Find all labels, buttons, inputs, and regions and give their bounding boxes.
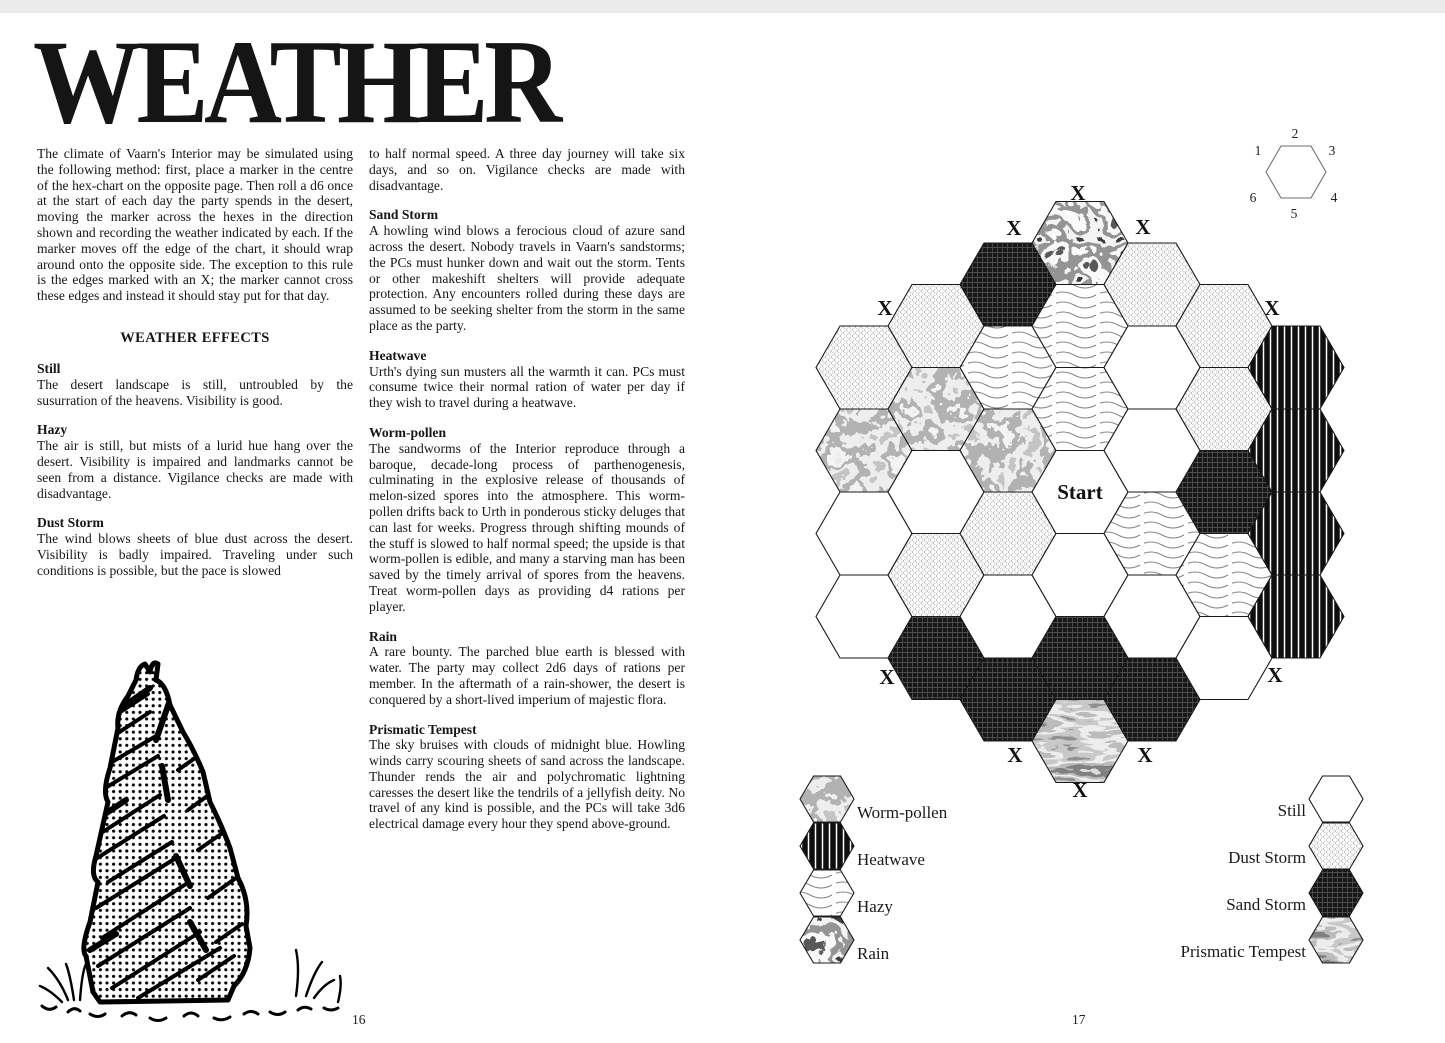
edge-x-mark: X (877, 296, 893, 320)
legend-label-rain: Rain (857, 944, 890, 963)
page-title: WEATHER (33, 15, 558, 148)
edge-x-mark: X (879, 665, 895, 689)
direction-number-2: 2 (1291, 126, 1299, 141)
edge-x-mark: X (1264, 296, 1280, 320)
legend-label-prismatic: Prismatic Tempest (1180, 942, 1306, 961)
section-body: The desert landscape is still, untroubled by the susurration of the heavens. Visibility is good. (37, 376, 353, 408)
legend-label-heat: Heatwave (857, 850, 925, 869)
section-body: The air is still, but mists of a lurid hue hang over the desert. Visibility is impaired and landmarks cannot be seen from a distance. Vigilance checks are made with disadvantage. (37, 438, 353, 501)
edge-x-mark: X (1006, 216, 1022, 240)
legend-label-dust: Dust Storm (1228, 848, 1306, 867)
section-heading: Rain (369, 628, 397, 644)
direction-number-5: 5 (1290, 206, 1298, 221)
direction-number-1: 1 (1254, 143, 1262, 158)
section-heading: Sand Storm (369, 207, 439, 223)
legend-swatch-dust (1309, 823, 1363, 869)
section-rain (369, 629, 685, 708)
text-column-1 (37, 146, 353, 579)
legend-swatch-sand (1309, 870, 1363, 916)
section-heading: Hazy (37, 422, 68, 438)
section-body: A rare bounty. The parched blue earth is blessed with water. The party may collect 2d6 days of rations per member. In the aftermath of a rain-shower, the desert is conquered by a short-lived imperium of majestic flora. (369, 644, 685, 707)
weather-hex-chart (730, 115, 1430, 985)
page-number-left: 16 (352, 1012, 366, 1027)
section-dust-storm (37, 515, 353, 578)
direction-hex-outline (1266, 146, 1326, 198)
section-prismatic-tempest (369, 722, 685, 833)
edge-x-mark: X (1135, 215, 1151, 239)
section-heading: Dust Storm (37, 515, 104, 531)
direction-number-3: 3 (1328, 143, 1336, 158)
legend-label-worm: Worm-pollen (857, 803, 948, 822)
desert-monolith-illustration (38, 650, 360, 1022)
legend-swatch-prismatic (1309, 917, 1363, 963)
intro-paragraph: The climate of Vaarn's Interior may be simulated using the following method: first, place a marker in the centre of the hex-chart on the opposite page. Then roll a d6 once at the start of each day the party spends in the desert, moving the marker across the hexes in the direction shown and recording the weather indicated by each. If the marker moves off the edge of the chart, it should wrap around onto the opposite side. The exception to this rule is the edges marked with an X; the marker cannot cross these edges and instead it should stay put for that day. (37, 146, 353, 304)
edge-x-mark: X (1070, 181, 1086, 205)
legend-label-sand: Sand Storm (1226, 895, 1306, 914)
edge-x-mark: X (1072, 778, 1088, 802)
section-body: The wind blows sheets of blue dust across the desert. Visibility is badly impaired. Traveling under such conditions is possible, but the pace is slowed (37, 531, 353, 578)
legend-swatch-heat (800, 823, 854, 869)
section-body: A howling wind blows a ferocious cloud of azure sand across the desert. Nobody travels in Vaarn's sandstorms; the PCs must hunker down and wait out the storm. Tents or other makeshift shelters will provide adequate protection. Any encounters rolled during these days are assumed to be seeking shelter from the storm in the same place as the party. (369, 223, 685, 333)
direction-reference-hex (1250, 126, 1338, 221)
direction-number-4: 4 (1330, 190, 1338, 205)
legend-swatch-hazy (800, 870, 854, 916)
section-worm-pollen (369, 425, 685, 615)
section-still (37, 361, 353, 408)
section-body: Urth's dying sun musters all the warmth it can. PCs must consume twice their normal ration of water per day if they wish to travel during a heatwave. (369, 363, 685, 411)
edge-x-mark: X (1267, 663, 1283, 687)
section-sand-storm (369, 207, 685, 333)
section-hazy (37, 422, 353, 501)
edge-x-mark: X (1137, 743, 1153, 767)
section-heatwave (369, 348, 685, 411)
page-top-edge (0, 0, 1445, 13)
direction-number-6: 6 (1249, 190, 1257, 205)
hex-grid (816, 202, 1344, 783)
effects-heading: WEATHER EFFECTS (120, 329, 270, 346)
legend-swatch-rain (800, 917, 854, 963)
section-heading: Still (37, 360, 61, 376)
legend-swatch-worm (800, 776, 854, 822)
section-heading: Heatwave (369, 347, 427, 363)
start-hex-label: Start (1057, 480, 1103, 504)
legend-label-still: Still (1277, 801, 1306, 820)
continuation-paragraph: to half normal speed. A three day journey will take six days, and so on. Vigilance checks are made with disadvantage. (369, 146, 685, 193)
page-number-right: 17 (1072, 1012, 1086, 1027)
section-body: The sky bruises with clouds of midnight blue. Howling winds carry scouring sheets of sand across the landscape. Thunder rends the air and polychromatic lightning caresses the desert like the tendrils of a jellyfish deity. No travel of any kind is possible, and the PCs will take 3d6 electrical damage every hour they spend above-ground. (369, 737, 685, 832)
section-heading: Prismatic Tempest (369, 721, 477, 737)
section-body: The sandworms of the Interior reproduce through a baroque, decade-long process of parthenogenesis, culminating in the explosive release of thousands of melon-sized spores into the atmosphere. This worm-pollen drifts back to Urth in ponderous sticky deluges that can last for weeks. Progress through shifting mounds of the stuff is slowed to half normal speed; the upside is that worm-pollen is edible, and many a starving man has been saved by the timely arrival of spores from the heavens. Treat worm-pollen days as providing d4 rations per player. (369, 440, 685, 614)
legend-swatch-still (1309, 776, 1363, 822)
section-heading: Worm-pollen (369, 424, 447, 440)
weather-legend (800, 776, 1363, 963)
edge-x-mark: X (1007, 743, 1023, 767)
legend-label-hazy: Hazy (857, 897, 893, 916)
text-column-2 (369, 146, 685, 832)
